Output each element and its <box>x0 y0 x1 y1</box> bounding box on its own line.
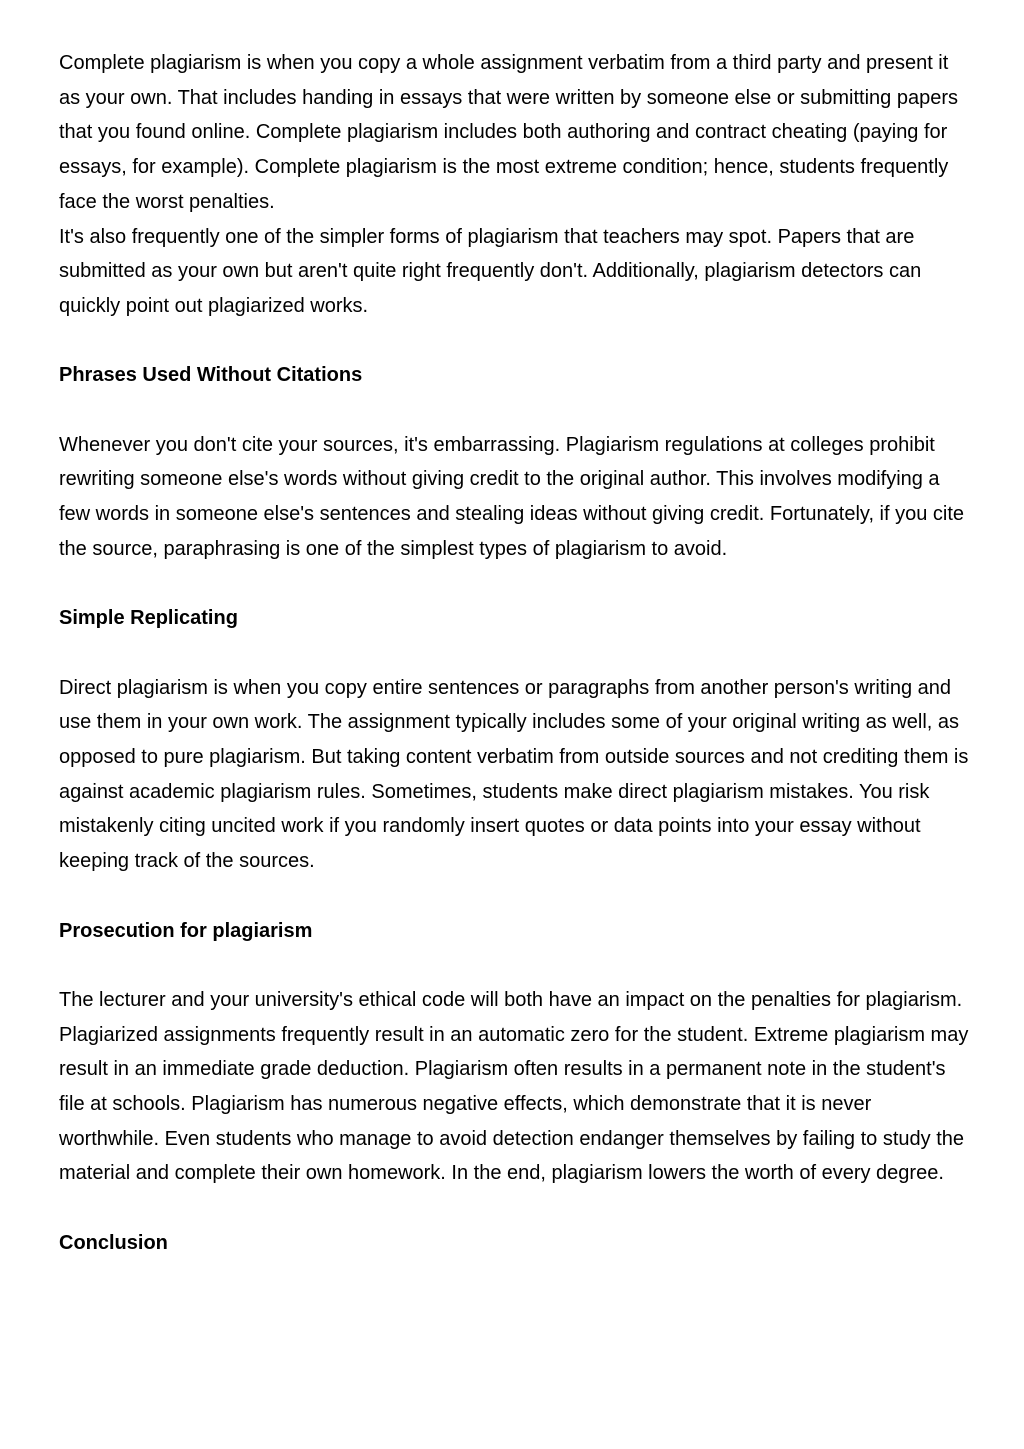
spacer <box>59 393 971 428</box>
section-body-phrases-without-citations: Whenever you don't cite your sources, it's embarrassing. Plagiarism regulations at colleges prohibit rewriting someone else's words without giving credit to the original author. This involves modifying a few words in someone else's sentences and stealing ideas without giving credit. Fortunately, if you cite the source, paraphrasing is one of the simplest types of plagiarism to avoid. <box>59 433 965 560</box>
section-heading-phrases-without-citations: Phrases Used Without Citations <box>59 364 363 387</box>
section-body-simple-replicating: Direct plagiarism is when you copy entire sentences or paragraphs from another person's writing and use them in your own work. The assignment typically includes some of your original writing as well, as opposed to pure plagiarism. But taking content verbatim from outside sources and not crediting them is against academic plagiarism rules. Sometimes, students make direct plagiarism mistakes. You risk mistakenly citing uncited work if you randomly insert quotes or data points into your essay without keeping track of the sources. <box>59 676 969 873</box>
intro-paragraph-2: It's also frequently one of the simpler forms of plagiarism that teachers may spot. Papers that are submitted as your own but aren't quite right frequently don't. Additionally, plagiarism detectors can quickly point out plagiarized works. <box>59 225 922 317</box>
section-body-prosecution: The lecturer and your university's ethical code will both have an impact on the penalties for plagiarism. Plagiarized assignments frequently result in an automatic zero for the student. Extreme plagiarism may result in an immediate grade deduction. Plagiarism often results in a permanent note in the student's file at schools. Plagiarism has numerous negative effects, which demonstrate that it is never worthwhile. Even students who manage to avoid detection endanger themselves by failing to study the material and complete their own homework. In the end, plagiarism lowers the worth of every degree. <box>59 988 969 1185</box>
spacer <box>59 1191 971 1226</box>
spacer <box>59 948 971 983</box>
intro-paragraph-1: Complete plagiarism is when you copy a whole assignment verbatim from a third party and present it as your own. That includes handing in essays that were written by someone else or submitting papers that you found online. Complete plagiarism includes both authoring and contract cheating (paying for essays, for example). Complete plagiarism is the most extreme condition; hence, students frequently face the worst penalties. <box>59 52 959 213</box>
spacer <box>59 567 971 602</box>
section-heading-simple-replicating: Simple Replicating <box>59 607 238 630</box>
spacer <box>59 324 971 359</box>
spacer <box>59 636 971 671</box>
spacer <box>59 879 971 914</box>
section-heading-prosecution: Prosecution for plagiarism <box>59 919 313 942</box>
document-page <box>59 46 971 1261</box>
section-heading-conclusion: Conclusion <box>59 1231 168 1254</box>
